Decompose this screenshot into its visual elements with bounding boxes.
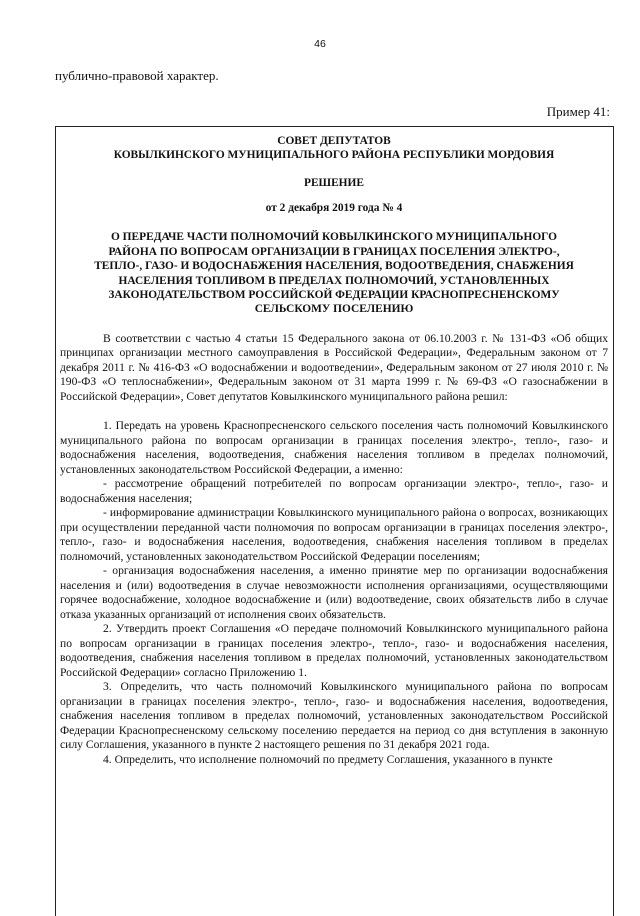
decision-title <box>60 230 608 316</box>
title-line: ТЕПЛО-, ГАЗО- И ВОДОСНАБЖЕНИЯ НАСЕЛЕНИЯ, ВОДООТВЕДЕНИЯ, СНАБЖЕНИЯ <box>94 260 574 273</box>
example-label: Пример 41: <box>546 104 610 119</box>
paragraph-1-item-a: - рассмотрение обращений потребителей по вопросам организации электро-, тепло-, газо- и водоснабжения населения; <box>60 477 608 505</box>
paragraph-1: 1. Передать на уровень Краснопресненского сельского поселения часть полномочий Ковылкинского муниципального района по вопросам организации в границах поселения электро-, тепло-, газо- и водоснабжения населения, водоотведения, снабжения населения топливом в пределах полномочий, установленных законодательством Российской Федерации, а именно: <box>60 419 608 476</box>
title-line: РАЙОНА ПО ВОПРОСАМ ОРГАНИЗАЦИИ В ГРАНИЦАХ ПОСЕЛЕНИЯ ЭЛЕКТРО-, <box>108 245 560 258</box>
decision-date: от 2 декабря 2019 года № 4 <box>265 202 403 215</box>
title-line: О ПЕРЕДАЧЕ ЧАСТИ ПОЛНОМОЧИЙ КОВЫЛКИНСКОГО МУНИЦИПАЛЬНОГО <box>110 231 558 244</box>
page-number: 46 <box>314 38 326 50</box>
title-line: ЗАКОНОДАТЕЛЬСТВОМ РОССИЙСКОЙ ФЕДЕРАЦИИ КРАСНОПРЕСНЕНСКОМУ <box>108 289 560 302</box>
title-line: СЕЛЬСКОМУ ПОСЕЛЕНИЮ <box>254 303 414 316</box>
council-name: СОВЕТ ДЕПУТАТОВ <box>277 135 391 147</box>
paragraph-3: 3. Определить, что часть полномочий Ковылкинского муниципального района по вопросам организации в границах поселения электро-, тепло-, газо- и водоснабжения населения, водоотведения, снабжения населения топливом в пределах полномочий, установленных законодательством Российской Федерации Краснопресненскому сельскому поселению передается на период со дня вступления в законную силу Соглашения, указанного в пункте 2 настоящего решения по 31 декабря 2021 года. <box>60 680 608 752</box>
paragraph-1-item-b: - информирование администрации Ковылкинского муниципального района о вопросах, возникающих при осуществлении переданной части полномочия по вопросам организации в границах поселения электро-, тепло-, газо- и водоснабжения населения, водоотведения, снабжения населения топливом в пределах полномочий, установленных законодательством Российской Федерации поселениям; <box>60 506 608 563</box>
paragraph-4: 4. Определить, что исполнение полномочий по предмету Соглашения, указанного в пункте <box>103 752 553 766</box>
district-name: КОВЫЛКИНСКОГО МУНИЦИПАЛЬНОГО РАЙОНА РЕСПУБЛИКИ МОРДОВИЯ <box>113 149 555 161</box>
decision-heading: РЕШЕНИЕ <box>304 177 364 189</box>
paragraph-2: 2. Утвердить проект Соглашения «О передаче полномочий Ковылкинского муниципального района по вопросам организации в границах поселения электро-, тепло-, газо- и водоснабжения населения, водоотведения, снабжения населения топливом в пределах полномочий, установленных законодательством Российской Федерации» согласно Приложению 1. <box>60 622 608 679</box>
paragraph-1-item-c: - организация водоснабжения населения, а именно принятие мер по организации водоснабжения населения и (или) водоотведения в случае невозможности исполнения организациями, осуществляющими горячее водоснабжение, холодное водоснабжение и (или) водоотведение, своих обязательств либо в случае отказа указанных организаций от исполнения своих обязательств. <box>60 564 608 621</box>
title-line: НАСЕЛЕНИЯ ТОПЛИВОМ В ПРЕДЕЛАХ ПОЛНОМОЧИЙ, УСТАНОВЛЕННЫХ <box>118 274 550 287</box>
preamble-paragraph: В соответствии с частью 4 статьи 15 Федерального закона от 06.10.2003 г. № 131-ФЗ «Об общих принципах организации местного самоуправления в Российской Федерации», Федеральным законом от 7 декабря 2011 г. № 416-ФЗ «О водоснабжении и водоотведении», Федеральным законом от 27 июля 2010 г. № 190-ФЗ «О теплоснабжении», Федеральным законом от 31 марта 1999 г. № 69-ФЗ «О газоснабжении в Российской Федерации», Совет депутатов Ковылкинского муниципального района решил: <box>60 331 608 403</box>
intro-text: публично-правовой характер. <box>55 68 219 83</box>
decision-content <box>60 134 608 767</box>
